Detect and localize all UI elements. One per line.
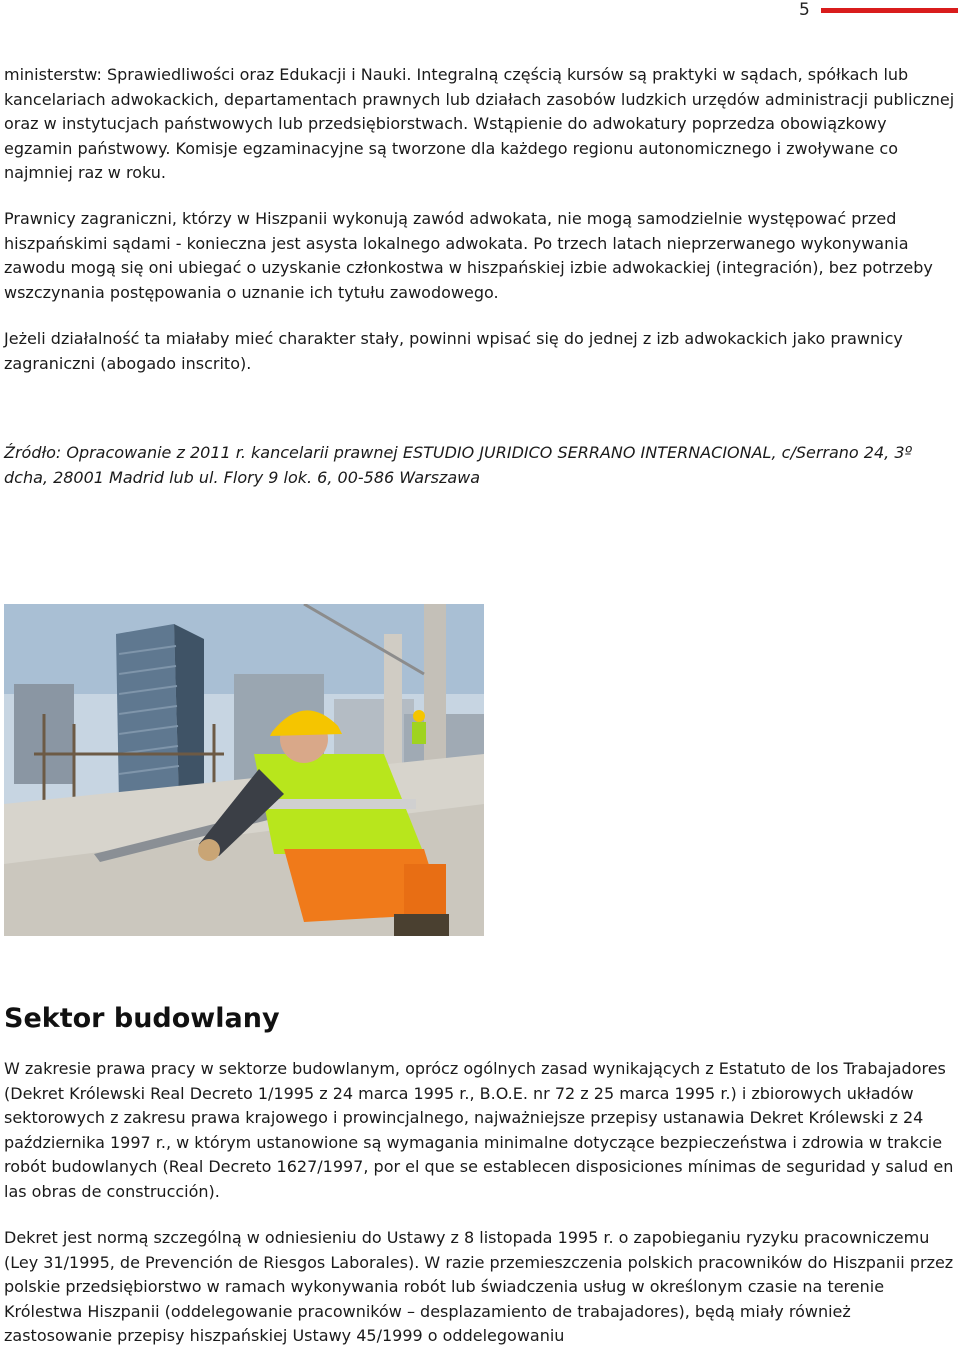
page-number: 5 xyxy=(799,0,810,20)
source-citation: Źródło: Opracowanie z 2011 r. kancelarii prawnej ESTUDIO JURIDICO SERRANO INTERNACIONAL, c/Serrano 24, 3º dcha, 28001 Madrid lub ul. Flory 9 lok. 6, 00-586 Warszawa xyxy=(4,443,913,487)
header-accent-bar xyxy=(821,8,958,13)
paragraph-posted-workers: Dekret jest normą szczególną w odniesieniu do Ustawy z 8 listopada 1995 r. o zapobieganiu ryzyku pracowniczemu (Ley 31/1995, de Prevención de Riesgos Laborales). W razie przemieszczenia polskich pracowników do Hiszpanii przez polskie przedsiębiorstwo w ramach wykonywania robót lub świadczenia usług w określonym czasie na terenie Królestwa Hiszpanii (oddelegowanie pracowników – desplazamiento de trabajadores), będą miały również zastosowanie przepisy hiszpańskiej Ustawy 45/1999 o oddelegowaniu xyxy=(4,1228,954,1346)
paragraph-construction-law: W zakresie prawa pracy w sektorze budowlanym, oprócz ogólnych zasad wynikających z Estatuto de los Trabajadores (Dekret Królewski Real Decreto 1/1995 z 24 marca 1995 r., B.O.E. nr 72 z 25 marca 1995 r.) i zbiorowych układów sektorowych z zakresu prawa krajowego i prowincjalnego, najważniejsze przepisy ustanawia Dekret Królewski z 24 października 1997 r., w którym ustanowione są wymagania minimalne dotyczące bezpieczeństwa i zdrowia w trakcie robót budowlanych (Real Decreto 1627/1997, por el que se establecen disposiciones mínimas de seguridad y salud en las obras de construcción). xyxy=(4,1059,954,1201)
paragraph-foreign-lawyers: Prawnicy zagraniczni, którzy w Hiszpanii wykonują zawód adwokata, nie mogą samodzielnie występować przed hiszpańskimi sądami - konieczna jest asysta lokalnego adwokata. Po trzech latach nieprzerwanego wykonywania zawodu mogą się oni ubiegać o uzyskanie członkostwa w hiszpańskiej izbie adwokackiej (integración), bez potrzeby wszczynania postępowania o uznanie ich tytułu zawodowego. xyxy=(4,209,933,302)
section-heading: Sektor budowlany xyxy=(4,1003,280,1034)
paragraph-legal-training: ministerstw: Sprawiedliwości oraz Edukacji i Nauki. Integralną częścią kursów są praktyki w sądach, spółkach lub kancelariach adwokackich, departamentach prawnych lub działach zasobów ludzkich urzędów administracji publicznej oraz w instytucjach państwowych lub przedsiębiorstwach. Wstąpienie do adwokatury poprzedza obowiązkowy egzamin państwowy. Komisje egzaminacyjne są tworzone dla każdego regionu autonomicznego i zwoływane co najmniej raz w roku. xyxy=(4,65,955,183)
construction-worker-photo xyxy=(4,604,484,936)
paragraph-bar-registration: Jeżeli działalność ta miałaby mieć charakter stały, powinni wpisać się do jednej z izb adwokackich jako prawnicy zagraniczni (abogado inscrito). xyxy=(4,329,903,373)
